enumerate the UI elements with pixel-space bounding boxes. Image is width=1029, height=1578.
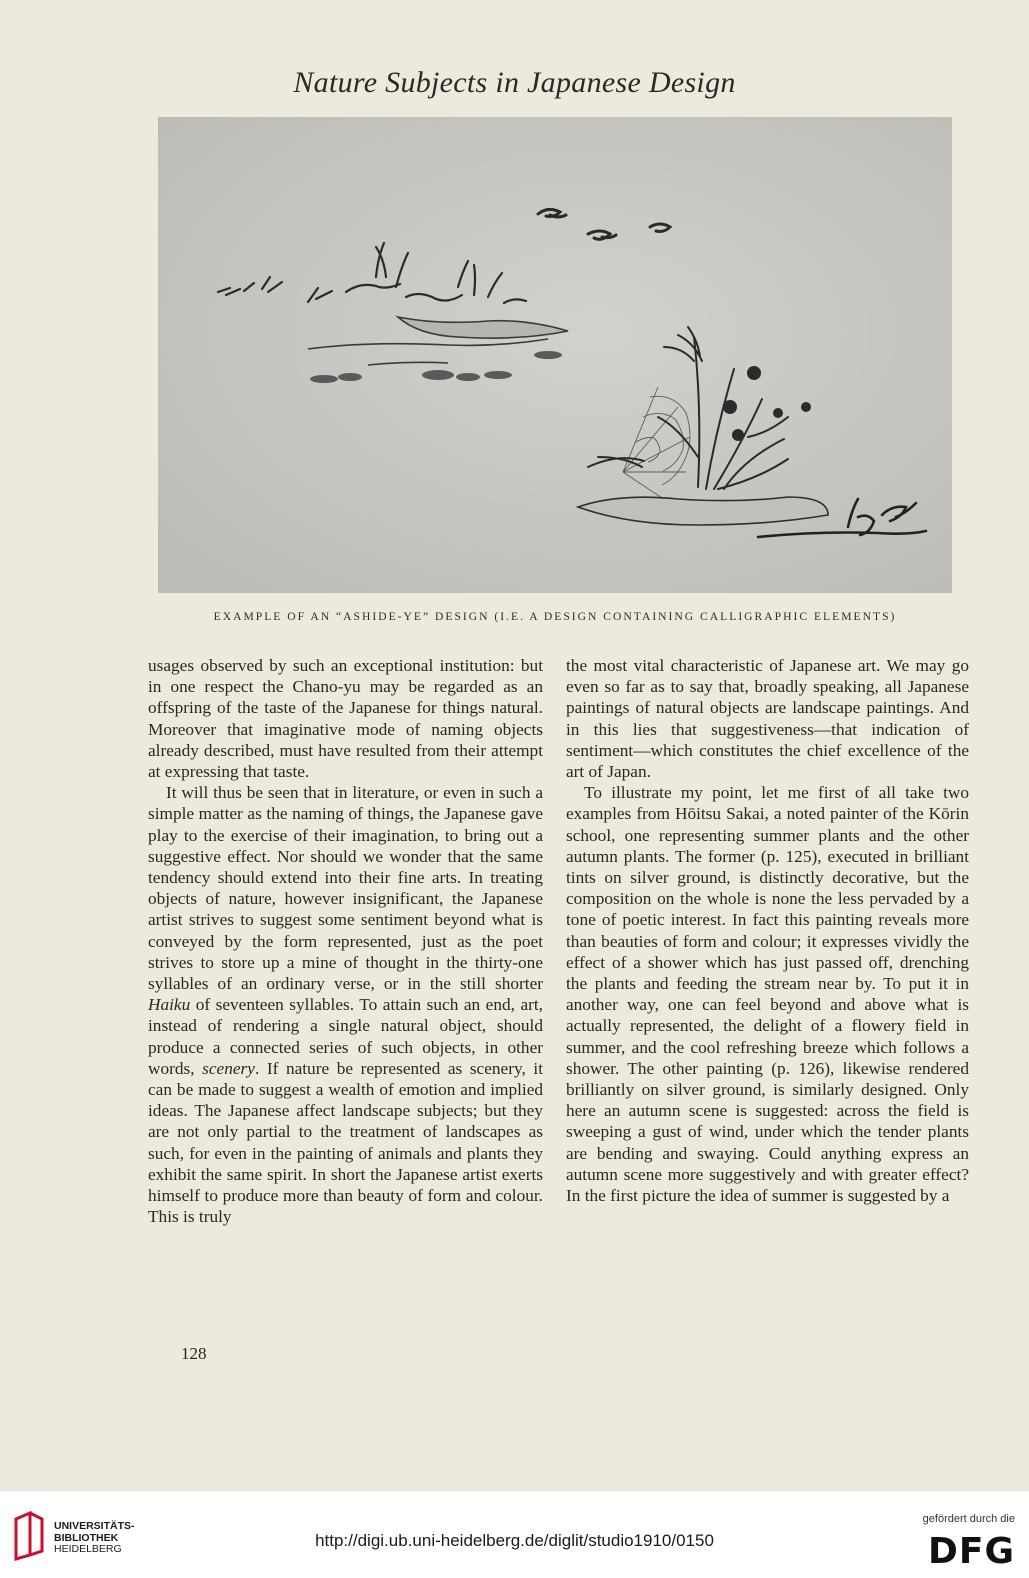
ink-painting: [158, 117, 952, 593]
plate-caption: EXAMPLE OF AN “ASHIDE-YE” DESIGN (I.E. A DESIGN CONTAINING CALLIGRAPHIC ELEMENTS): [213, 610, 897, 623]
text-run: of seventeen syllables. To attain such an end, art, instead of rendering a single natural object, should produce a connected series of such objects, in other words,: [148, 995, 543, 1078]
italic-term-scenery: scenery: [202, 1058, 255, 1078]
text-column-right: [566, 655, 969, 1206]
text-run: It will thus be seen that in literature, or even in such a simple matter as the naming of things, the Japanese gave play to the exercise of their imagination, to bring out a suggestive effect. Nor should we wonder that the same tendency should extend into their fine arts. In treating objects of nature, however insignificant, the Japanese artist strives to suggest some sentiment beyond what is conveyed by the form represented, just as the poet strives to store up a mine of thought in the thirty-one syllables of an ordinary verse, or in the still shorter: [148, 783, 543, 994]
paragraph: To illustrate my point, let me first of all take two examples from Hōitsu Sakai, a noted painter of the Kōrin school, one representing summer plants and the other autumn plants. The former (p. 125), executed in brilliant tints on silver ground, is distinctly decorative, but the composition on the whole is none the less pervaded by a tone of poetic interest. In fact this painting reveals more than beauties of form and colour; it expresses vividly the effect of a shower which has just passed off, drenching the plants and feeding the stream near by. To put it in another way, one can feel beyond and above what is actually represented, the delight of a flowery field in summer, and the cool refreshing breeze which follows a shower. The other painting (p. 126), likewise rendered brilliantly on silver ground, is similarly designed. Only here an autumn scene is suggested: across the field is sweeping a gust of wind, under which the tender plants are bending and swaying. Could anything express an autumn scene more suggestively and with greater effect? In the first picture the idea of summer is suggested by a: [566, 783, 969, 1206]
italic-term-haiku: Haiku: [148, 995, 191, 1015]
paragraph: usages observed by such an exceptional institution: but in one respect the Chano-yu may be regarded as an offspring of the taste of the Japanese for things natural. Moreover that imaginative mode of naming objects already described, must have resulted from their attempt at expressing that taste.: [148, 656, 543, 782]
library-name-line: UNIVERSITÄTS-: [54, 1520, 135, 1532]
funder-logo: DFG: [927, 1531, 1015, 1572]
paragraph: the most vital characteristic of Japanese art. We may go even so far as to say that, broadly speaking, all Japanese paintings of natural objects are landscape paintings. And in this lies that suggestiveness—that indication of sentiment—which constitutes the chief excellence of the art of Japan.: [566, 656, 969, 782]
digitization-footer: [0, 1490, 1029, 1578]
ashide-ye-plate-image: [158, 117, 952, 593]
library-name-line: BIBLIOTHEK: [54, 1531, 119, 1544]
funder-label: gefördert durch die: [922, 1513, 1015, 1525]
text-column-left: [148, 655, 543, 1227]
text-run: . If nature be represented as scenery, it can be made to suggest a wealth of emotion and implied ideas. The Japanese affect landscape subjects; but they are not only partial to the treatment of landscapes as such, for even in the painting of animals and plants they exhibit the same spirit. In short the Japanese artist exerts himself to produce more than beauty of form and colour. This is truly: [148, 1058, 543, 1227]
library-name-line: HEIDELBERG: [54, 1543, 122, 1555]
running-title: Nature Subjects in Japanese Design: [293, 66, 736, 99]
permalink-url[interactable]: http://digi.ub.uni-heidelberg.de/diglit/studio1910/0150: [315, 1531, 714, 1550]
page-number: 128: [181, 1344, 207, 1363]
paragraph: [148, 782, 543, 1227]
